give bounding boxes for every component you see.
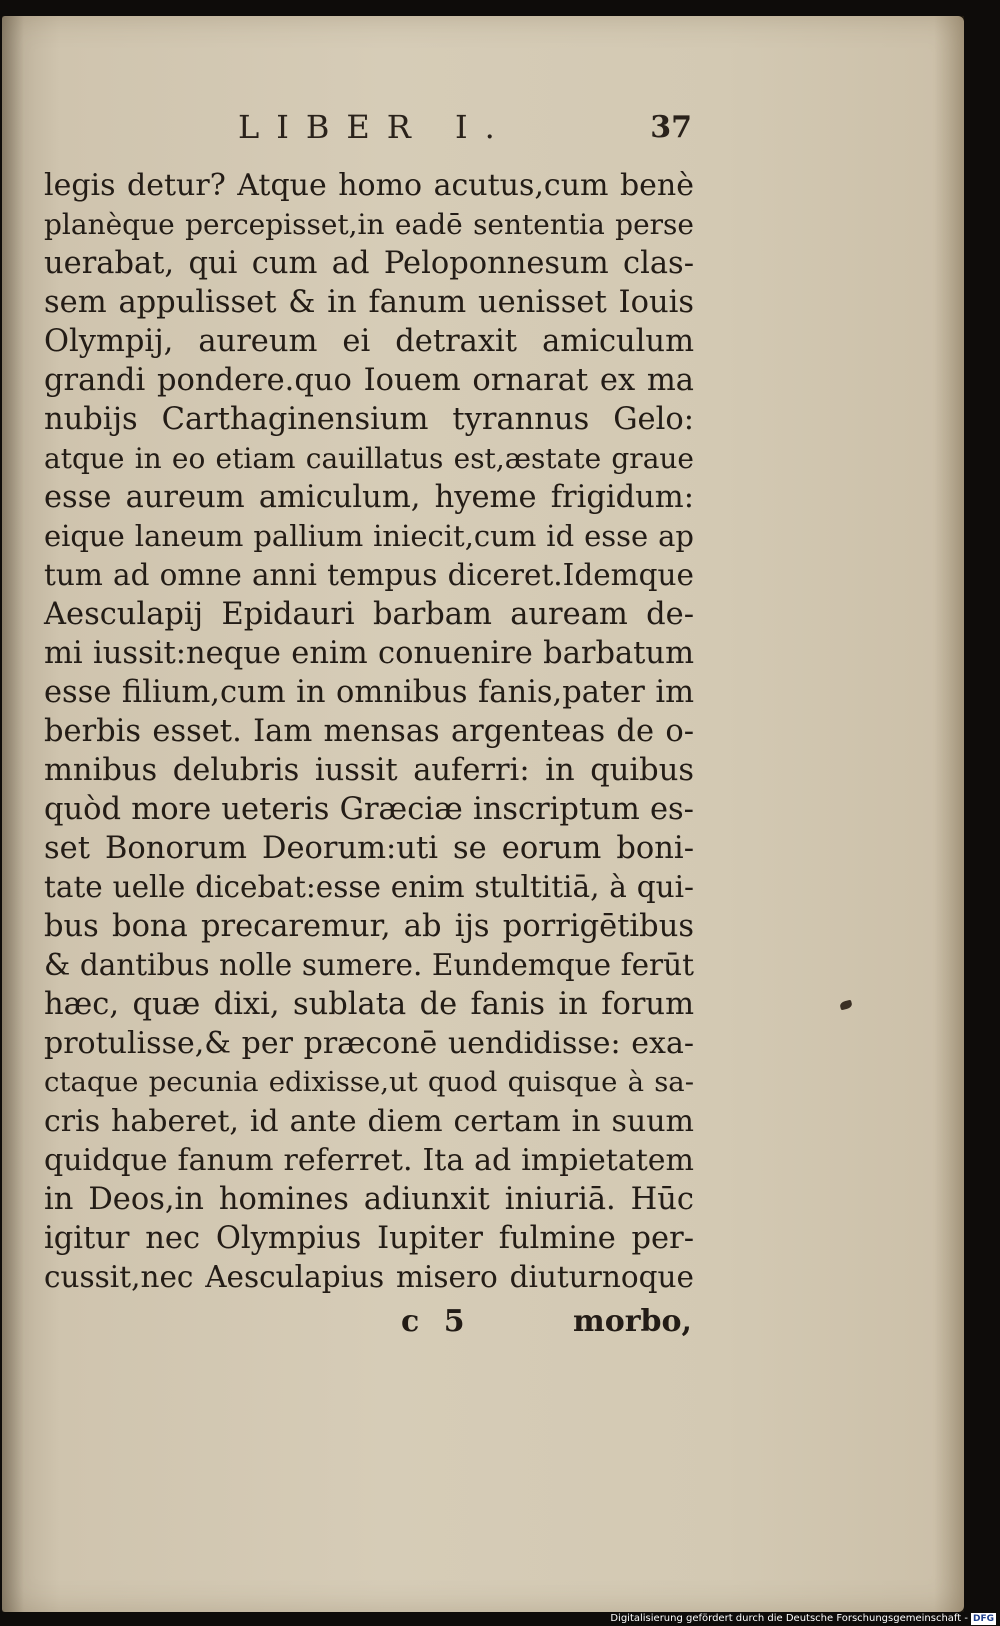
text-line: tum ad omne anni tempus diceret.Idemque <box>44 558 694 592</box>
text-line: legis detur? Atque homo acutus,cum benè <box>44 168 694 203</box>
text-line: in Deos,in homines adiunxit iniuriā. Hūc <box>44 1182 694 1217</box>
text-line: ctaque pecunia edixisse,ut quod quisque à sa- <box>44 1066 694 1098</box>
text-line: mi iussit:neque enim conuenire barbatum <box>44 636 694 671</box>
body-text <box>44 166 694 1297</box>
text-line: protulisse,& per præconē uendidisse: exa- <box>44 1026 694 1061</box>
funding-note: Digitalisierung gefördert durch die Deutsche Forschungsgemeinschaft - <box>610 1613 968 1624</box>
text-line: atque in eo etiam cauillatus est,æstate graue <box>44 442 694 475</box>
text-line: eique laneum pallium iniecit,cum id esse ap <box>44 519 694 553</box>
text-line: igitur nec Olympius Iupiter fulmine per- <box>44 1221 694 1256</box>
catchword: morbo, <box>573 1304 692 1339</box>
text-line: set Bonorum Deorum:uti se eorum boni- <box>44 831 694 866</box>
text-line: nubijs Carthaginensium tyrannus Gelo: <box>44 402 694 437</box>
text-line: planèque percepisset,in eadē sententia perse <box>44 208 694 241</box>
text-line: esse filium,cum in omnibus fanis,pater im <box>44 675 694 710</box>
text-line: sem appulisset & in fanum uenisset Iouis <box>44 285 694 320</box>
signature-mark: c 5 <box>401 1304 465 1339</box>
running-head: LIBER I. <box>238 108 512 146</box>
text-line: quòd more ueteris Græciæ inscriptum es- <box>44 792 694 827</box>
text-line: hæc, quæ dixi, sublata de fanis in forum <box>44 987 694 1022</box>
book-page <box>2 16 964 1612</box>
ink-speck <box>839 1000 853 1011</box>
text-line: Aesculapij Epidauri barbam auream de- <box>44 597 694 632</box>
text-line: cris haberet, id ante diem certam in suum <box>44 1104 694 1139</box>
text-line: tate uelle dicebat:esse enim stultitiā, à qui- <box>44 870 694 904</box>
text-line: Olympij, aureum ei detraxit amiculum <box>44 324 694 359</box>
page-footer-line <box>46 1304 692 1344</box>
text-line: cussit,nec Aesculapius misero diuturnoque <box>44 1260 694 1294</box>
text-line: quidque fanum referret. Ita ad impietatem <box>44 1143 694 1178</box>
digitization-credit <box>610 1612 996 1625</box>
text-line: bus bona precaremur, ab ijs porrigētibus <box>44 909 694 944</box>
text-line: & dantibus nolle sumere. Eundemque ferūt <box>44 948 694 982</box>
dfg-logo: DFG <box>972 1613 994 1624</box>
text-line: uerabat, qui cum ad Peloponnesum clas- <box>44 246 694 281</box>
text-line: grandi pondere.quo Iouem ornarat ex ma <box>44 363 694 398</box>
text-line: esse aureum amiculum, hyeme frigidum: <box>44 480 694 515</box>
page-number: 37 <box>650 110 692 145</box>
text-line: berbis esset. Iam mensas argenteas de o- <box>44 714 694 749</box>
page-header <box>46 108 692 154</box>
text-line: mnibus delubris iussit auferri: in quibus <box>44 753 694 788</box>
